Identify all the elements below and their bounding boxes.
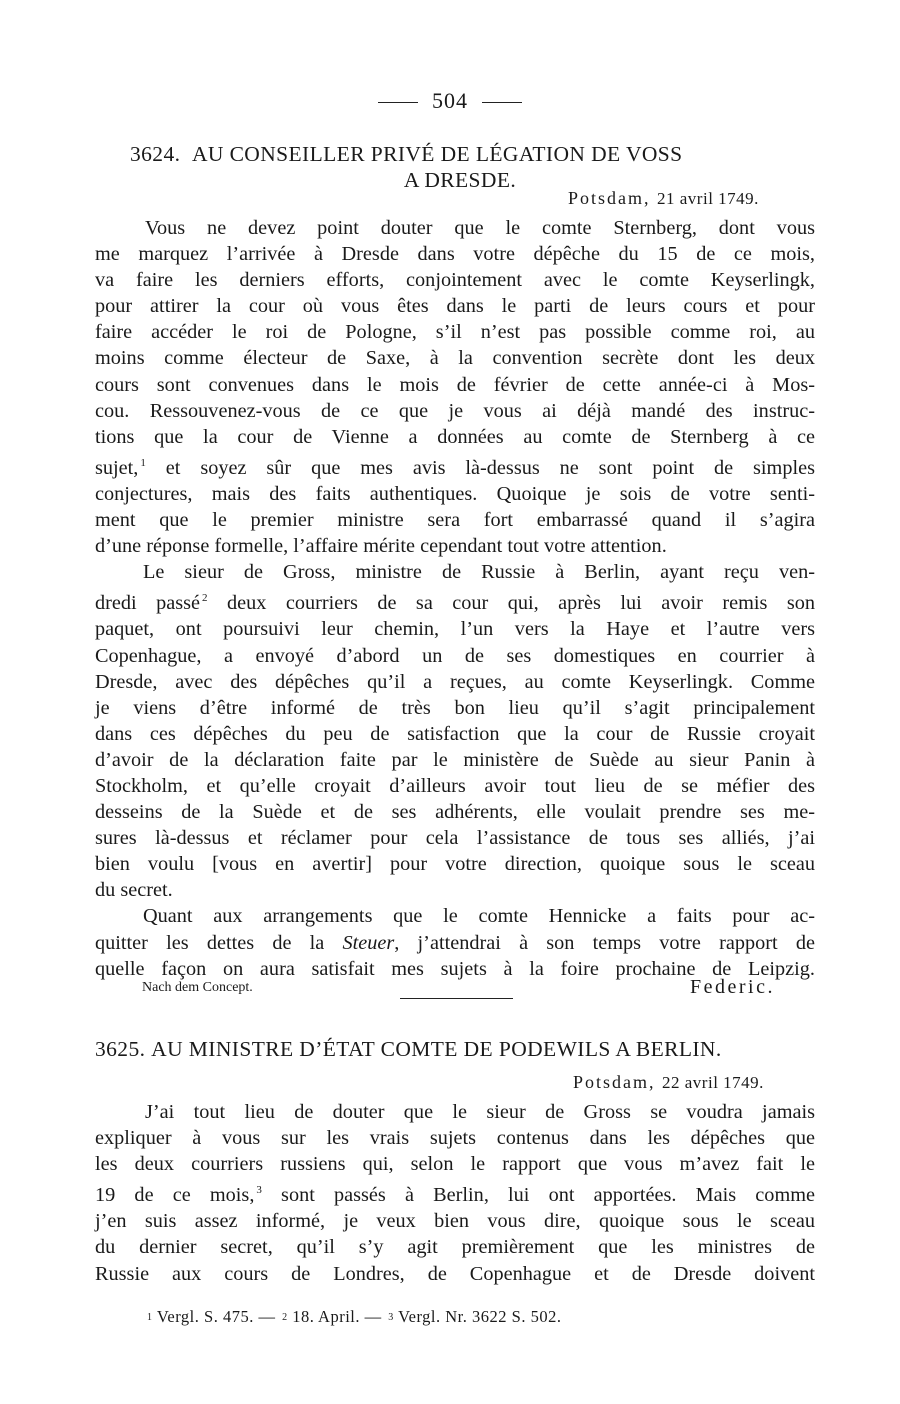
- footnote-3-text: Vergl. Nr. 3622 S. 502.: [398, 1307, 562, 1326]
- doc2-heading: [95, 1036, 825, 1062]
- footnotes: [145, 1307, 561, 1327]
- doc1-para2-line: desseins de la Suède et de ses adhérents, elle voulait prendre ses me-: [95, 801, 815, 824]
- doc2-line: Russie aux cours de Londres, de Copenhague et de Dresde doivent: [95, 1262, 815, 1285]
- doc1-text: deux courriers de sa cour qui, après lui avoir remis son: [226, 592, 815, 615]
- doc2-title: AU MINISTRE D’ÉTAT COMTE DE PODEWILS A BERLIN.: [151, 1037, 722, 1061]
- footnote-3-mark: 3: [388, 1312, 394, 1323]
- doc1-text: et soyez sûr que mes avis là-dessus ne sont point de simples: [165, 456, 815, 479]
- running-header: [0, 88, 900, 114]
- doc2-number: 3625.: [95, 1037, 146, 1061]
- doc1-title-line2: A DRESDE.: [403, 168, 517, 192]
- doc2-line: les deux courriers russiens qui, selon le rapport que vous m’avez fait le: [95, 1153, 815, 1176]
- doc2-text: sont passés à Berlin, lui ont apportées. Mais comme: [281, 1184, 815, 1207]
- doc1-para3-line: Quant aux arrangements que le comte Hennicke a faits pour ac-: [143, 905, 815, 928]
- doc1-italic-word: Steuer: [342, 931, 395, 954]
- doc1-line: va faire les derniers efforts, conjointement avec le comte Keyserlingk,: [95, 269, 815, 292]
- footnote-2-text: 18. April. —: [292, 1307, 382, 1326]
- footnote-1-text: Vergl. S. 475. —: [156, 1307, 276, 1326]
- doc1-number: 3624.: [130, 142, 181, 166]
- doc1-para3-line: quelle façon on aura satisfait mes sujets à la foire prochaine de Leipzig.: [95, 957, 815, 980]
- doc1-body: [95, 215, 815, 982]
- footnote-marker-3: 3: [256, 1184, 262, 1197]
- doc1-line: me marquez l’arrivée à Dresde dans votre dépêche du 15 de ce mois,: [95, 243, 815, 266]
- footnote-marker-1: 1: [140, 456, 146, 469]
- doc1-text: , j’attendrai à son temps votre rapport de: [394, 931, 815, 954]
- doc1-para2-line: bien voulu [vous en avertir] pour votre direction, quoique sous le sceau: [95, 853, 815, 876]
- page-number: 504: [432, 88, 468, 113]
- doc1-para2-line: Copenhague, a envoyé d’abord un de ses domestiques en courrier à: [95, 644, 815, 667]
- doc1-dateline: [568, 188, 759, 209]
- doc2-line: expliquer à vous sur les vrais sujets contenus dans les dépêches que: [95, 1127, 815, 1150]
- doc1-para2-line: je viens d’être informé de très bon lieu qu’il s’agit principalement: [95, 696, 815, 719]
- doc1-para2-line: d’avoir de la déclaration faite par le ministère de Suède au sieur Panin à: [95, 748, 815, 771]
- doc1-text: quitter les dettes de la: [95, 931, 325, 954]
- footnote-1-mark: 1: [147, 1312, 153, 1323]
- doc1-para2-line: paquet, ont poursuivi leur chemin, l’un vers la Haye et l’autre vers: [95, 618, 815, 641]
- doc2-date: 22 avril 1749.: [662, 1073, 764, 1092]
- doc1-heading: [130, 141, 790, 193]
- doc2-line-with-note: [95, 1177, 815, 1208]
- doc1-para2-line: Dresde, avec des dépêches qu’il a reçues, au comte Keyserlingk. Comme: [95, 670, 815, 693]
- doc1-line: moins comme électeur de Saxe, à la convention secrète dont les deux: [95, 347, 815, 370]
- header-dash-right: [482, 102, 522, 103]
- footnote-2-mark: 2: [282, 1312, 288, 1323]
- doc1-line: cou. Ressouvenez-vous de ce que je vous ai déjà mandé des instruc-: [95, 399, 815, 422]
- doc1-line: d’une réponse formelle, l’affaire mérite cependant tout votre attention.: [95, 535, 667, 558]
- doc1-para2-line: dans ces dépêches du peu de satisfaction que la cour de Russie croyait: [95, 722, 815, 745]
- doc1-text: sujet,: [95, 456, 139, 479]
- doc2-text: 19 de ce mois,: [95, 1184, 255, 1207]
- doc1-source-note: Nach dem Concept.: [142, 980, 253, 995]
- doc2-place: Potsdam,: [573, 1072, 656, 1092]
- footnote-marker-2: 2: [202, 592, 208, 605]
- doc1-para2-line-with-note: [95, 585, 815, 616]
- doc1-para2-line: Stockholm, et qu’elle croyait d’ailleurs avoir tout lieu de se méfier des: [95, 774, 815, 797]
- doc1-line: tions que la cour de Vienne a données au comte de Sternberg à ce: [95, 425, 815, 448]
- doc1-line: faire accéder le roi de Pologne, s’il n’est pas possible comme roi, au: [95, 321, 815, 344]
- doc1-line: conjectures, mais des faits authentiques. Quoique je sois de votre senti-: [95, 482, 815, 505]
- doc1-para2-line: sures là-dessus et réclamer pour cela l’assistance de tous ses alliés, j’ai: [95, 827, 815, 850]
- doc1-place: Potsdam,: [568, 188, 651, 208]
- doc1-text: dredi passé: [95, 592, 201, 615]
- doc1-line: Vous ne devez point douter que le comte Sternberg, dont vous: [145, 217, 815, 239]
- doc1-line: ment que le premier ministre sera fort embarrassé quand il s’agira: [95, 509, 815, 532]
- doc1-para2-line: du secret.: [95, 879, 173, 902]
- doc1-para3-line-with-italic: [95, 930, 815, 956]
- doc2-dateline: [573, 1072, 764, 1093]
- doc1-para2-line: Le sieur de Gross, ministre de Russie à Berlin, ayant reçu ven-: [143, 561, 815, 584]
- doc1-signature: Federic.: [690, 976, 775, 998]
- doc1-line: cours sont convenues dans le mois de février de cette année-ci à Mos-: [95, 373, 815, 396]
- doc2-line: du dernier secret, qu’il s’y agit premièrement que les ministres de: [95, 1236, 815, 1259]
- doc1-line: pour attirer la cour où vous êtes dans le parti de leurs cours et pour: [95, 295, 815, 318]
- doc1-line-with-note: [95, 450, 815, 481]
- doc1-date: 21 avril 1749.: [657, 189, 759, 208]
- doc2-line: j’en suis assez informé, je veux bien vous dire, quoique sous le sceau: [95, 1210, 815, 1233]
- section-separator: [400, 998, 513, 999]
- header-dash-left: [378, 102, 418, 103]
- doc1-title-line1: AU CONSEILLER PRIVÉ DE LÉGATION DE VOSS: [191, 142, 683, 166]
- doc2-line: J’ai tout lieu de douter que le sieur de Gross se voudra jamais: [145, 1101, 815, 1123]
- doc2-body: [95, 1099, 815, 1287]
